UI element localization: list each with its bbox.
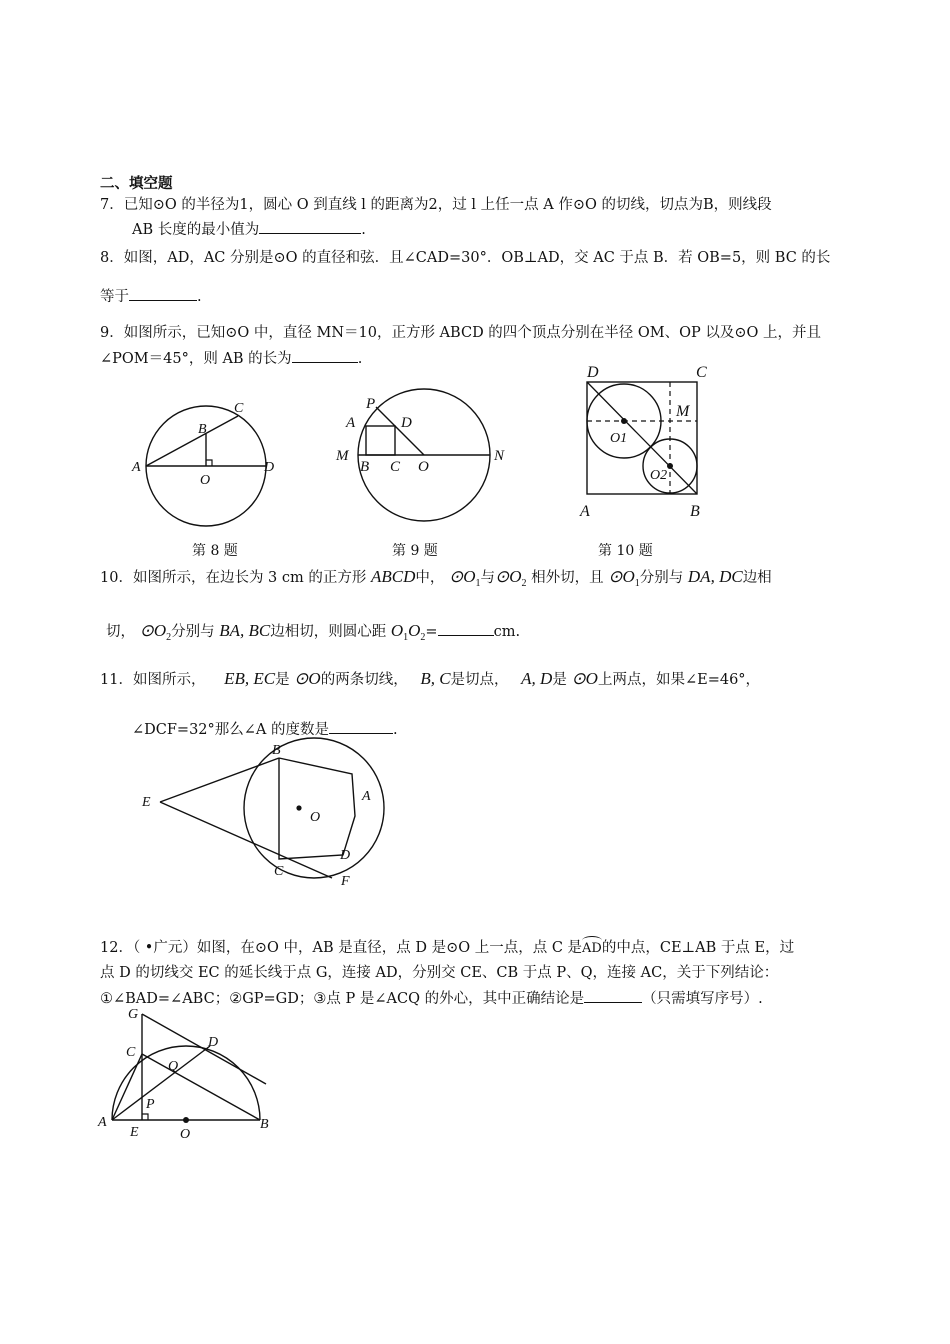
q10-text-bianxiang: 边相 [742,570,772,586]
q10-circle-o1-b: $⊙O_1$ [608,567,640,589]
fig11-label-d: D [340,848,351,863]
fig8-label-o: O [200,473,211,488]
q10-sides-ba-bc: BA, BC [219,621,271,640]
q10-text-fenbie2: 分别与 [171,624,215,640]
fig11-label-b: B [272,743,281,758]
q10-circle-o2: $⊙O_2$ [495,567,527,589]
fig8-label-b: B [198,422,207,437]
q7-text: AB 长度的最小值为 [132,222,260,238]
q12-text-1b: 的中点，CE⊥AB 于点 E，过 [601,940,795,956]
fig8-label-c: C [234,401,244,416]
fig10-label-b: B [690,503,700,520]
q11-text-angle-e: 上两点，如果∠E=46°， [597,672,761,688]
caption-fig9: 第 9 题 [392,543,438,559]
q12-text-3: ①∠BAD=∠ABC；②GP=GD；③点 P 是∠ACQ 的外心，其中正确结论是 [100,991,585,1007]
figure-9 [336,388,526,528]
fig9-label-m: M [336,448,349,464]
fig8-label-d: D [264,460,275,475]
q11-end: . [393,722,398,738]
figure-8 [132,400,288,530]
caption-fig10: 第 10 题 [598,543,653,559]
fig11-label-f: F [341,874,350,889]
q11-points-b-c: B, C [420,669,451,688]
fig9-label-n: N [494,448,505,464]
fig10-label-m: M [676,403,690,420]
q10-text-fenbie: 分别与 [639,570,684,586]
q8-line2 [100,285,202,306]
q12-line2: 点 D 的切线交 EC 的延长线于点 G，连接 AD，分别交 CE、CB 于点 P、Q，连接 AC，关于下列结论： [100,965,779,981]
fig12-label-p: P [146,1097,155,1112]
q8-line1: 8．如图，AD，AC 分别是⊙O 的直径和弦．且∠CAD=30°．OB⊥AD，交 AC 于点 B．若 OB=5，则 BC 的长 [100,250,831,266]
q10-answer-blank [438,621,494,636]
q7-line2 [132,218,366,239]
fig10-label-d: D [587,364,599,381]
q7-line1: 7．已知⊙O 的半径为1，圆心 O 到直线 l 的距离为2，过 l 上任一点 A 作⊙O 的切线，切点为B，则线段 [100,197,772,213]
figure-11 [138,740,388,890]
q11-text-tangent-points: 是切点， [450,672,509,688]
q10-line2 [106,620,520,641]
q10-text: 10．如图所示，在边长为 3 cm 的正方形 [100,570,367,586]
fig9-label-a: A [346,415,356,431]
fig10-label-o1: O1 [610,431,628,446]
fig12-label-g: G [128,1007,139,1022]
q10-text-qie: 切， [106,624,135,640]
caption-fig8: 第 8 题 [192,543,238,559]
fig12-label-b: B [260,1117,269,1132]
q11-line1 [100,668,760,689]
q7-answer-blank [259,219,361,234]
q9-line1: 9．如图所示，已知⊙O 中，直径 MN＝10，正方形 ABCD 的四个顶点分别在半径 OM、OP 以及⊙O 上，并且 [100,325,822,341]
fig11-label-c: C [274,864,284,879]
q10-text-distance: 边相切，则圆心距 [270,624,387,640]
fig11-label-e: E [142,795,151,810]
q10-unit: cm. [493,624,521,640]
q9-text: ∠POM＝45°，则 AB 的长为 [100,351,292,367]
q8-answer-blank [129,286,197,301]
q8-text: 等于 [100,289,129,305]
q10-equals: = [425,624,438,640]
q10-circle-o1: $⊙O_1$ [448,567,481,589]
q8-end: . [197,289,202,305]
q11-text: 11．如图所示， [100,672,206,688]
q11-points-a-d: A, D [521,669,553,688]
q9-answer-blank [292,348,358,363]
q9-line2 [100,347,362,368]
q7-end: . [361,222,366,238]
fig9-label-d: D [401,415,412,431]
fig12-label-q: Q [168,1059,179,1074]
fig9-label-b: B [360,459,370,475]
fig8-label-a: A [132,460,141,475]
q10-sides-da-dc: DA, DC [687,567,743,586]
q12-answer-blank [584,988,642,1003]
fig12-label-c: C [126,1045,136,1060]
figure-12 [96,1004,286,1144]
q12-line1 [100,936,794,957]
section-title: 二、填空题 [100,176,173,192]
fig11-label-a: A [362,789,371,804]
fig10-label-a: A [580,503,590,520]
q11-circle-o-b: ⊙O [571,669,598,688]
q11-line2 [132,718,398,739]
fig9-label-c: C [390,459,401,475]
q10-text-waiqie: 相外切，且 [531,570,604,586]
q11-text-shi2: 是 [552,672,567,688]
q10-square-abcd: ABCD [370,567,416,586]
q10-circle-o2-b: $⊙O_2$ [139,621,172,643]
fig12-label-e: E [130,1125,139,1140]
q9-end: . [357,351,363,367]
fig11-label-o: O [310,810,321,825]
q10-o1o2: $O_1O_2$ [390,621,426,643]
fig10-label-c: C [696,364,707,381]
q10-text-zhong: 中， [415,570,445,586]
fig12-label-o: O [180,1127,191,1142]
q10-text-yu: 与 [480,570,496,586]
fig10-label-o2: O2 [650,468,668,483]
fig12-label-d: D [208,1035,219,1050]
q11-circle-o: ⊙O [294,669,321,688]
q12-arc-ad: AD [582,941,602,956]
fig9-label-o: O [418,459,429,475]
q11-text-two-tangents: 的两条切线， [320,672,408,688]
fig9-label-p: P [366,396,376,412]
fig12-label-a: A [98,1115,107,1130]
q11-text-shi: 是 [275,672,290,688]
q11-answer-blank [329,719,393,734]
q11-text-2: ∠DCF=32°那么∠A 的度数是 [132,722,330,738]
q12-text-1: 12．（ •广元）如图，在⊙O 中，AB 是直径，点 D 是⊙O 上一点，点 C 是 [100,940,583,956]
q11-tangents-eb-ec: EB, EC [224,669,276,688]
figure-10 [580,362,720,522]
q10-line1 [100,566,772,587]
q12-text-3b: （只需填写序号）. [642,991,763,1007]
